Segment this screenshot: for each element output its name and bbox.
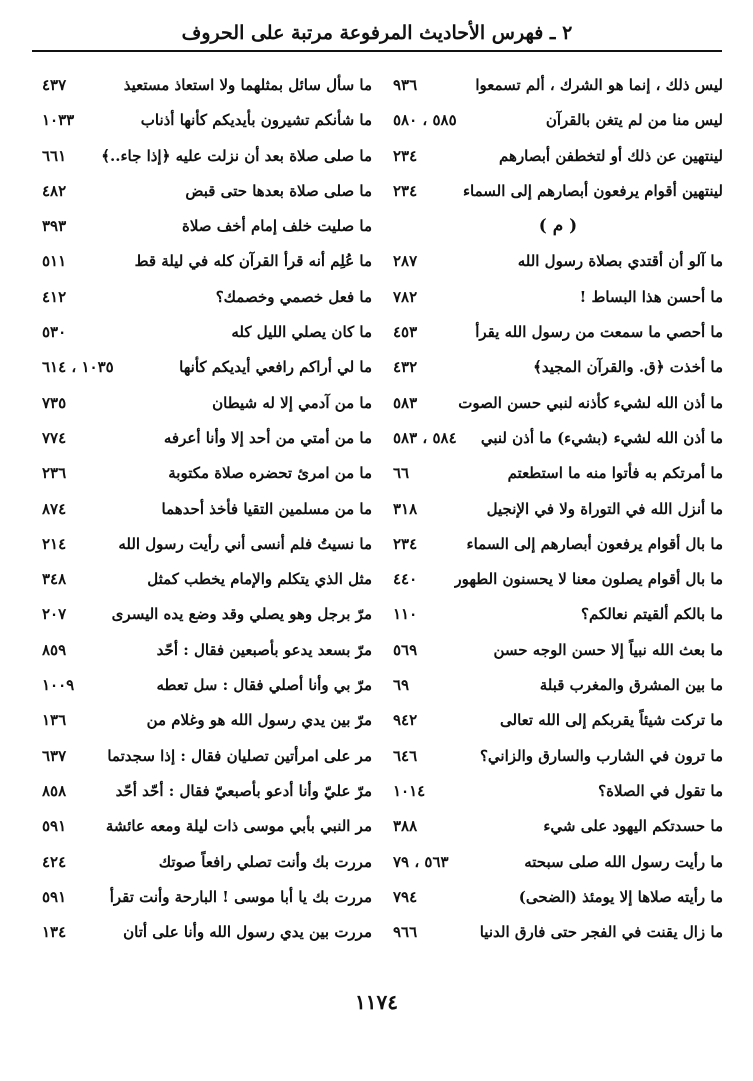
- entry-reference: ١٣٦: [42, 711, 67, 730]
- entry-reference: ٢١٤: [42, 534, 67, 553]
- entry-reference: ١٠٣٥ ، ٦١٤: [42, 358, 114, 377]
- index-entry: [42, 845, 372, 880]
- index-entry: [42, 774, 372, 809]
- index-entry: [42, 139, 372, 174]
- entry-text: مرّ برجل وهو يصلي وقد وضع يده اليسرى: [111, 605, 372, 624]
- page-number: ١١٧٤: [355, 990, 398, 1014]
- entry-text: مررت بك وأنت تصلي رافعاً صوتك: [158, 852, 372, 871]
- index-entry: [42, 174, 372, 209]
- entry-reference: ٤١٢: [42, 287, 67, 306]
- entry-reference: ٥٣٠: [42, 323, 67, 342]
- entry-text: ما أحسن هذا البساط !: [579, 287, 723, 306]
- entry-text: مرّ عليّ وأنا أدعو بأصبعيّ فقال : أحّد أحّد: [115, 781, 372, 800]
- entry-text: ما شأنكم تشيرون بأيديكم كأنها أذناب: [140, 111, 372, 130]
- entry-text: ( م ): [538, 216, 578, 237]
- entry-reference: ٨٥٩: [42, 640, 67, 659]
- entry-reference: ٩٣٦: [393, 76, 418, 94]
- entry-reference: ٢٣٤: [393, 146, 418, 165]
- entry-text: مرّ بين يدي رسول الله هو وغلام من: [146, 711, 372, 730]
- index-entry: [42, 244, 372, 279]
- page-header: [32, 18, 722, 48]
- entry-text: مررت بك يا أبا موسى ! البارحة وأنت تقرأ: [109, 887, 372, 906]
- left-column: [42, 68, 372, 950]
- entry-text: ما رأيته صلاها إلا يومئذ (الضحى): [518, 887, 723, 906]
- index-entry: [42, 280, 372, 315]
- entry-reference: ٤٣٢: [393, 358, 418, 377]
- entry-text: ما من آدمي إلا له شيطان: [212, 393, 372, 412]
- index-entry: [393, 633, 723, 668]
- index-entry: [393, 492, 723, 527]
- entry-reference: ٣٨٨: [393, 817, 418, 836]
- entry-reference: ٥٩١: [42, 817, 67, 836]
- entry-text: مرّ بسعد يدعو بأصبعين فقال : أحّد: [156, 640, 372, 659]
- entry-text: لينتهين عن ذلك أو لتخطفن أبصارهم: [499, 146, 723, 165]
- index-entry: [393, 774, 723, 809]
- index-entry: [393, 456, 723, 491]
- index-entry: [42, 703, 372, 738]
- index-entry: [393, 68, 723, 103]
- index-entry: [42, 562, 372, 597]
- entry-text: مثل الذي يتكلم والإمام يخطب كمثل: [147, 570, 372, 589]
- entry-reference: ٤٨٢: [42, 181, 67, 200]
- index-entry: [42, 809, 372, 844]
- entry-reference: ١٠٠٩: [42, 676, 75, 695]
- index-entry: [42, 315, 372, 350]
- entry-text: ما صلى صلاة بعدها حتى قبض: [185, 181, 372, 200]
- entry-text: ما حسدتكم اليهود على شيء: [543, 817, 723, 836]
- entry-reference: ٥٨٤ ، ٥٨٣: [393, 428, 457, 447]
- section-letter-heading: [393, 209, 723, 244]
- entry-reference: ٢٠٧: [42, 605, 67, 624]
- entry-reference: ٤٤٠: [393, 570, 418, 589]
- entry-reference: ٢٨٧: [393, 252, 418, 271]
- header-rule: [32, 50, 722, 52]
- entry-reference: ٦٦: [393, 464, 410, 483]
- entry-text: ما بالكم ألقيتم نعالكم؟: [581, 605, 723, 624]
- entry-text: ما أمرتكم به فأتوا منه ما استطعتم: [507, 464, 723, 483]
- entry-reference: ٥١١: [42, 252, 67, 271]
- entry-reference: ١٠١٤: [393, 781, 426, 800]
- index-entry: [393, 597, 723, 632]
- entry-text: مررت بين يدي رسول الله وأنا على أتان: [123, 923, 372, 942]
- index-entry: [393, 350, 723, 385]
- index-entry: [42, 880, 372, 915]
- entry-text: ما عُلِم أنه قرأ القرآن كله في ليلة قط: [134, 252, 372, 271]
- entry-text: لينتهين أقوام يرفعون أبصارهم إلى السماء: [463, 181, 723, 200]
- entry-reference: ١٣٤: [42, 923, 67, 942]
- index-entry: [42, 597, 372, 632]
- entry-text: ما من أمتي من أحد إلا وأنا أعرفه: [163, 428, 372, 447]
- index-entry: [393, 174, 723, 209]
- entry-reference: ٧٧٤: [42, 428, 67, 447]
- entry-reference: ٣١٨: [393, 499, 418, 518]
- entry-text: ما صلى صلاة بعد أن نزلت عليه ﴿إذا جاء..﴾: [101, 146, 372, 165]
- index-entry: [393, 809, 723, 844]
- index-entry: [393, 703, 723, 738]
- entry-text: ما أذن الله لشيء (بشيء) ما أذن لنبي: [480, 428, 723, 447]
- entry-text: ما أحصي ما سمعت من رسول الله يقرأ: [475, 323, 723, 342]
- entry-reference: ٢٣٦: [42, 464, 67, 483]
- index-entry: [42, 456, 372, 491]
- index-entry: [42, 421, 372, 456]
- entry-reference: ٧٩٤: [393, 887, 418, 906]
- index-entry: [393, 421, 723, 456]
- entry-text: ما من مسلمين التقيا فأخذ أحدهما: [161, 499, 372, 518]
- entry-reference: ٥٨٣: [393, 393, 418, 412]
- index-entry: [42, 68, 372, 103]
- index-entry: [42, 386, 372, 421]
- entry-reference: ٧٣٥: [42, 393, 67, 412]
- entry-reference: ٩٤٢: [393, 711, 418, 730]
- index-entry: [393, 845, 723, 880]
- index-entry: [42, 633, 372, 668]
- entry-reference: ١١٠: [393, 605, 418, 624]
- index-entry: [393, 103, 723, 138]
- index-entry: [393, 280, 723, 315]
- entry-text: ما بين المشرق والمغرب قبلة: [539, 676, 723, 695]
- index-entry: [42, 103, 372, 138]
- entry-text: ما أذن الله لشيء كأذنه لنبي حسن الصوت: [458, 393, 723, 412]
- entry-text: ما آلو أن أقتدي بصلاة رسول الله: [517, 252, 723, 271]
- entry-text: ما بعث الله نبياً إلا حسن الوجه حسن: [493, 640, 723, 659]
- entry-reference: ٧٨٢: [393, 287, 418, 306]
- index-entry: [393, 880, 723, 915]
- index-entry: [42, 668, 372, 703]
- entry-text: ما من امرئ تحضره صلاة مكتوبة: [168, 464, 372, 483]
- right-column: [393, 68, 723, 950]
- entry-text: ليس منا من لم يتغن بالقرآن: [545, 111, 723, 130]
- entry-reference: ٤٥٣: [393, 323, 418, 342]
- entry-text: ما ترون في الشارب والسارق والزاني؟: [479, 746, 723, 765]
- entry-reference: ٣٩٣: [42, 217, 67, 236]
- entry-reference: ٨٧٤: [42, 499, 67, 518]
- entry-reference: ٩٦٦: [393, 923, 418, 942]
- index-entry: [42, 527, 372, 562]
- index-entry: [42, 209, 372, 244]
- entry-reference: ٤٢٤: [42, 852, 67, 871]
- page-title: ٢ ـ فهرس الأحاديث المرفوعة مرتبة على الحروف: [181, 22, 573, 44]
- entry-text: ما نسيتُ فلم أنسى أني رأيت رسول الله: [118, 534, 372, 553]
- entry-text: ما لي أراكم رافعي أيديكم كأنها: [179, 358, 372, 377]
- entry-reference: ٨٥٨: [42, 781, 67, 800]
- entry-text: مر على امرأتين تصليان فقال : إذا سجدتما: [107, 746, 372, 765]
- entry-text: ما فعل خصمي وخصمك؟: [215, 287, 372, 306]
- entry-reference: ٥٦٣ ، ٧٩: [393, 852, 449, 871]
- entry-text: ما أخذت ﴿ق. والقرآن المجيد﴾: [533, 358, 723, 377]
- entry-reference: ٣٤٨: [42, 570, 67, 589]
- index-entry: [42, 915, 372, 950]
- entry-text: ليس ذلك ، إنما هو الشرك ، ألم تسمعوا: [475, 76, 723, 94]
- entry-reference: ٢٣٤: [393, 181, 418, 200]
- entry-text: ما تقول في الصلاة؟: [598, 781, 723, 800]
- index-entry: [42, 350, 372, 385]
- entry-text: ما أنزل الله في التوراة ولا في الإنجيل: [486, 499, 723, 518]
- index-entry: [393, 315, 723, 350]
- entry-reference: ٦٣٧: [42, 746, 67, 765]
- index-entry: [393, 527, 723, 562]
- index-entry: [393, 668, 723, 703]
- entry-text: مر النبي بأبي موسى ذات ليلة ومعه عائشة: [105, 817, 372, 836]
- entry-reference: ٥٨٥ ، ٥٨٠: [393, 111, 457, 130]
- entry-reference: ٥٩١: [42, 887, 67, 906]
- index-entry: [393, 386, 723, 421]
- index-entry: [393, 562, 723, 597]
- entry-reference: ١٠٣٣: [42, 111, 75, 130]
- entry-text: ما صليت خلف إمام أخف صلاة: [181, 217, 372, 236]
- entry-reference: ٦٤٦: [393, 746, 418, 765]
- entry-text: ما رأيت رسول الله صلى سبحته: [524, 852, 723, 871]
- entry-text: مرّ بي وأنا أصلي فقال : سل تعطه: [156, 676, 372, 695]
- entry-reference: ٤٣٧: [42, 76, 67, 94]
- entry-reference: ٢٣٤: [393, 534, 418, 553]
- index-entry: [393, 739, 723, 774]
- entry-text: ما بال أقوام يصلون معنا لا يحسنون الطهور: [454, 570, 723, 589]
- index-entry: [393, 244, 723, 279]
- index-entry: [393, 139, 723, 174]
- entry-reference: ٦٩: [393, 676, 410, 695]
- entry-text: ما سأل سائل بمثلهما ولا استعاذ مستعيذ: [123, 76, 372, 94]
- entry-text: ما بال أقوام يرفعون أبصارهم إلى السماء: [466, 534, 723, 553]
- index-entry: [42, 492, 372, 527]
- entry-text: ما زال يقنت في الفجر حتى فارق الدنيا: [479, 923, 723, 942]
- entry-reference: ٥٦٩: [393, 640, 418, 659]
- entry-text: ما كان يصلي الليل كله: [231, 323, 372, 342]
- index-entry: [42, 739, 372, 774]
- index-entry: [393, 915, 723, 950]
- entry-reference: ٦٦١: [42, 146, 67, 165]
- entry-text: ما تركت شيئاً يقربكم إلى الله تعالى: [500, 711, 723, 730]
